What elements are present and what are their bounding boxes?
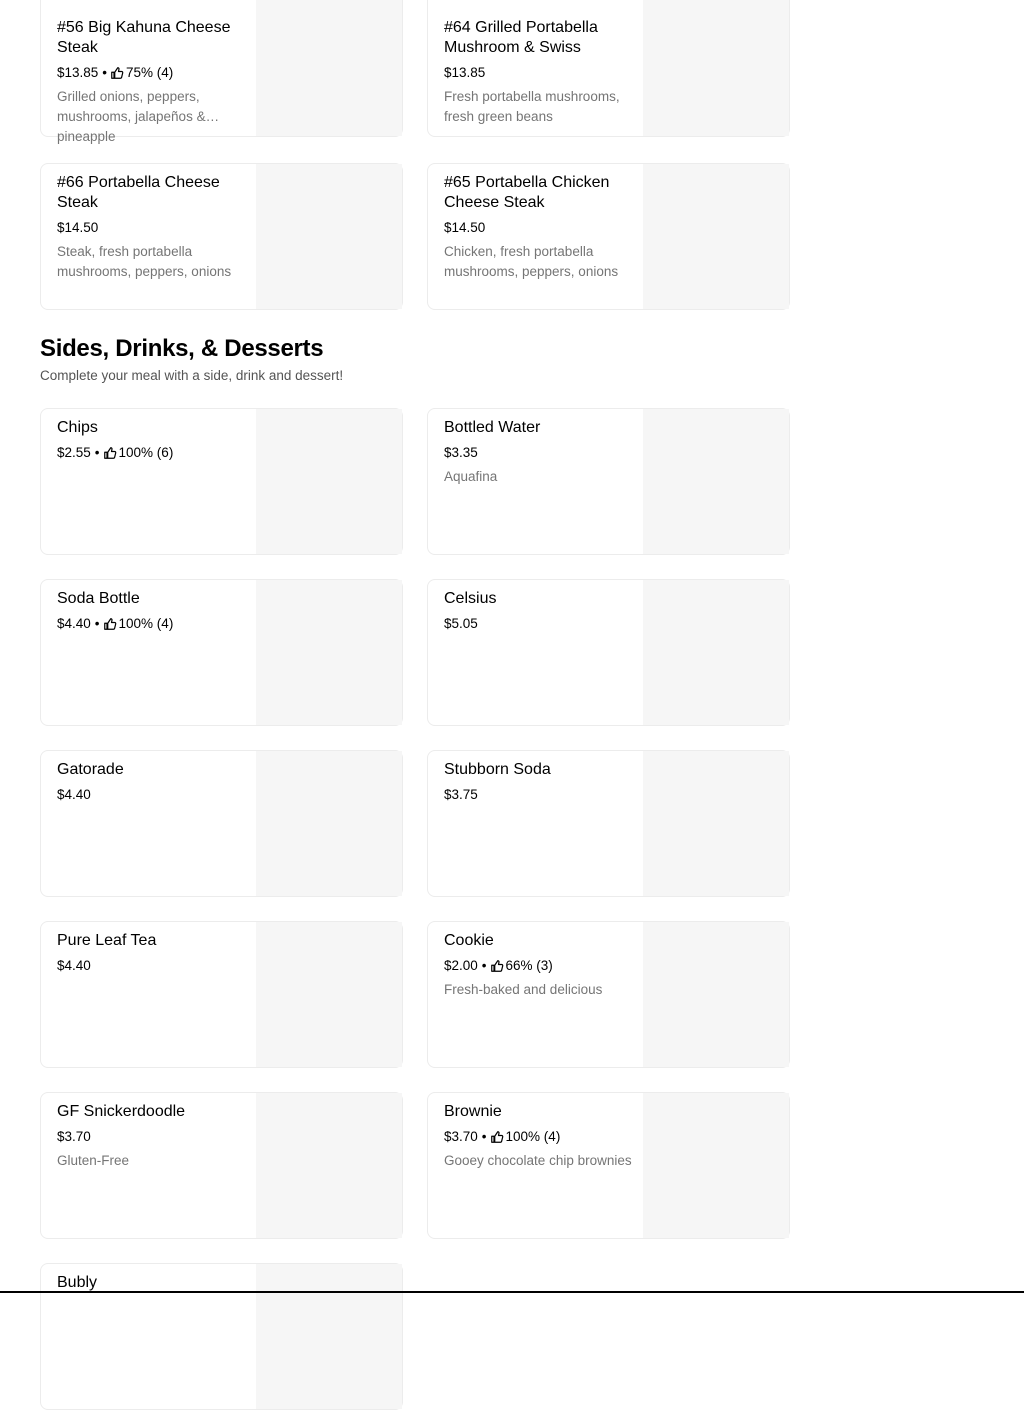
menu-item-card[interactable] bbox=[427, 163, 790, 310]
thumbs-up-icon bbox=[104, 447, 116, 459]
menu-item-title: #56 Big Kahuna Cheese Steak bbox=[57, 19, 231, 56]
menu-item-info bbox=[444, 1102, 634, 1171]
menu-item-card[interactable] bbox=[40, 1092, 403, 1239]
menu-item-info bbox=[444, 760, 634, 805]
menu-item-title: Celsius bbox=[444, 590, 497, 607]
menu-item-info bbox=[57, 418, 247, 463]
menu-item-image bbox=[256, 0, 402, 136]
menu-item-meta bbox=[57, 63, 247, 83]
menu-item-info bbox=[57, 931, 247, 976]
menu-item-card[interactable] bbox=[40, 408, 403, 555]
menu-item-info bbox=[57, 18, 247, 144]
menu-item-card[interactable] bbox=[40, 163, 403, 310]
menu-item-price: $2.00 bbox=[444, 958, 478, 973]
menu-item-title: Pure Leaf Tea bbox=[57, 932, 157, 949]
menu-item-price: $4.40 bbox=[57, 616, 91, 631]
menu-item-info bbox=[444, 589, 634, 634]
menu-item-description: Aquafina bbox=[444, 469, 498, 484]
menu-item-meta bbox=[57, 218, 247, 238]
menu-item-card[interactable] bbox=[427, 579, 790, 726]
menu-item-description: Steak, fresh portabella mushrooms, peppers, onions bbox=[57, 244, 232, 279]
menu-item-title: Bottled Water bbox=[444, 419, 541, 436]
menu-item-info bbox=[57, 1102, 247, 1171]
menu-item-title: Chips bbox=[57, 419, 98, 436]
section-title: Sides, Drinks, & Desserts bbox=[40, 335, 324, 362]
menu-item-card[interactable] bbox=[427, 0, 790, 137]
menu-item-info bbox=[444, 418, 634, 487]
menu-item-card[interactable] bbox=[427, 1092, 790, 1239]
menu-item-image bbox=[256, 164, 402, 309]
thumbs-up-icon bbox=[111, 67, 123, 79]
menu-item-info bbox=[57, 1273, 247, 1293]
menu-item-image bbox=[643, 164, 789, 309]
menu-item-price: $2.55 bbox=[57, 445, 91, 460]
menu-item-card[interactable] bbox=[40, 1263, 403, 1410]
menu-item-card[interactable] bbox=[40, 579, 403, 726]
menu-item-description: Grilled onions, peppers, mushrooms, jalapeños & pineapple bbox=[57, 89, 206, 144]
menu-item-title: #64 Grilled Portabella Mushroom & Swiss bbox=[444, 19, 598, 56]
menu-item-price: $3.70 bbox=[57, 1129, 91, 1144]
menu-item-rating: 100% (4) bbox=[118, 616, 174, 631]
thumbs-up-icon bbox=[491, 960, 503, 972]
meta-separator: • bbox=[102, 65, 108, 80]
section-subtitle: Complete your meal with a side, drink and dessert! bbox=[40, 368, 344, 383]
menu-item-price: $14.50 bbox=[444, 220, 486, 235]
menu-item-rating: 100% (6) bbox=[118, 445, 174, 460]
menu-item-description: Chicken, fresh portabella mushrooms, peppers, onions bbox=[444, 244, 619, 279]
menu-item-image bbox=[256, 1264, 402, 1409]
menu-item-image bbox=[256, 580, 402, 725]
menu-item-image bbox=[643, 751, 789, 896]
menu-item-info bbox=[444, 18, 634, 127]
menu-item-meta bbox=[444, 614, 634, 634]
menu-item-price: $3.70 bbox=[444, 1129, 478, 1144]
menu-item-title: #65 Portabella Chicken Cheese Steak bbox=[444, 174, 610, 211]
menu-item-card[interactable] bbox=[427, 921, 790, 1068]
menu-item-info bbox=[444, 173, 634, 282]
menu-item-meta bbox=[57, 956, 247, 976]
menu-item-image bbox=[256, 922, 402, 1067]
menu-item-card[interactable] bbox=[40, 921, 403, 1068]
menu-item-image bbox=[643, 1093, 789, 1238]
menu-item-card[interactable] bbox=[427, 408, 790, 555]
menu-item-card[interactable] bbox=[40, 750, 403, 897]
menu-item-meta bbox=[57, 443, 247, 463]
bottom-bar-divider bbox=[0, 1291, 1024, 1293]
menu-item-image bbox=[643, 0, 789, 136]
menu-item-price: $4.40 bbox=[57, 958, 91, 973]
menu-item-price: $14.50 bbox=[57, 220, 99, 235]
menu-item-title: Stubborn Soda bbox=[444, 761, 551, 778]
menu-item-title: Soda Bottle bbox=[57, 590, 140, 607]
menu-item-title: Cookie bbox=[444, 932, 494, 949]
menu-item-price: $13.85 bbox=[444, 65, 486, 80]
menu-item-meta bbox=[444, 443, 634, 463]
menu-item-description: Fresh portabella mushrooms, fresh green beans bbox=[444, 89, 620, 124]
menu-item-title: GF Snickerdoodle bbox=[57, 1103, 186, 1120]
menu-item-info bbox=[57, 589, 247, 634]
menu-item-image bbox=[643, 922, 789, 1067]
menu-item-meta bbox=[57, 614, 247, 634]
menu-item-info bbox=[57, 173, 247, 282]
meta-separator: • bbox=[94, 616, 100, 631]
menu-item-image bbox=[256, 1093, 402, 1238]
menu-item-price: $5.05 bbox=[444, 616, 478, 631]
menu-item-meta bbox=[444, 63, 634, 83]
menu-item-description: Gluten-Free bbox=[57, 1153, 130, 1168]
meta-separator: • bbox=[481, 958, 487, 973]
menu-item-rating: 66% (3) bbox=[505, 958, 553, 973]
menu-item-meta bbox=[444, 1127, 634, 1147]
menu-item-info bbox=[444, 931, 634, 1000]
menu-item-meta bbox=[444, 218, 634, 238]
menu-item-image bbox=[256, 751, 402, 896]
menu-item-info bbox=[57, 760, 247, 805]
menu-item-title: #66 Portabella Cheese Steak bbox=[57, 174, 220, 211]
menu-item-card[interactable] bbox=[40, 0, 403, 144]
menu-item-meta bbox=[57, 785, 247, 805]
meta-separator: • bbox=[94, 445, 100, 460]
menu-item-card[interactable] bbox=[427, 750, 790, 897]
menu-item-image bbox=[256, 409, 402, 554]
menu-item-description: Fresh-baked and delicious bbox=[444, 982, 603, 997]
menu-item-meta bbox=[444, 956, 634, 976]
menu-item-price: $13.85 bbox=[57, 65, 99, 80]
menu-item-title: Gatorade bbox=[57, 761, 124, 778]
thumbs-up-icon bbox=[491, 1131, 503, 1143]
menu-item-price: $3.75 bbox=[444, 787, 478, 802]
menu-item-meta bbox=[57, 1127, 247, 1147]
menu-item-image bbox=[643, 580, 789, 725]
menu-item-meta bbox=[444, 785, 634, 805]
menu-item-title: Bubly bbox=[57, 1274, 98, 1291]
menu-item-description: Gooey chocolate chip brownies bbox=[444, 1153, 632, 1168]
menu-item-price: $3.35 bbox=[444, 445, 478, 460]
menu-item-price: $4.40 bbox=[57, 787, 91, 802]
menu-item-rating: 75% (4) bbox=[126, 65, 174, 80]
meta-separator: • bbox=[481, 1129, 487, 1144]
menu-item-image bbox=[643, 409, 789, 554]
thumbs-up-icon bbox=[104, 618, 116, 630]
menu-item-rating: 100% (4) bbox=[505, 1129, 561, 1144]
menu-item-title: Brownie bbox=[444, 1103, 502, 1120]
